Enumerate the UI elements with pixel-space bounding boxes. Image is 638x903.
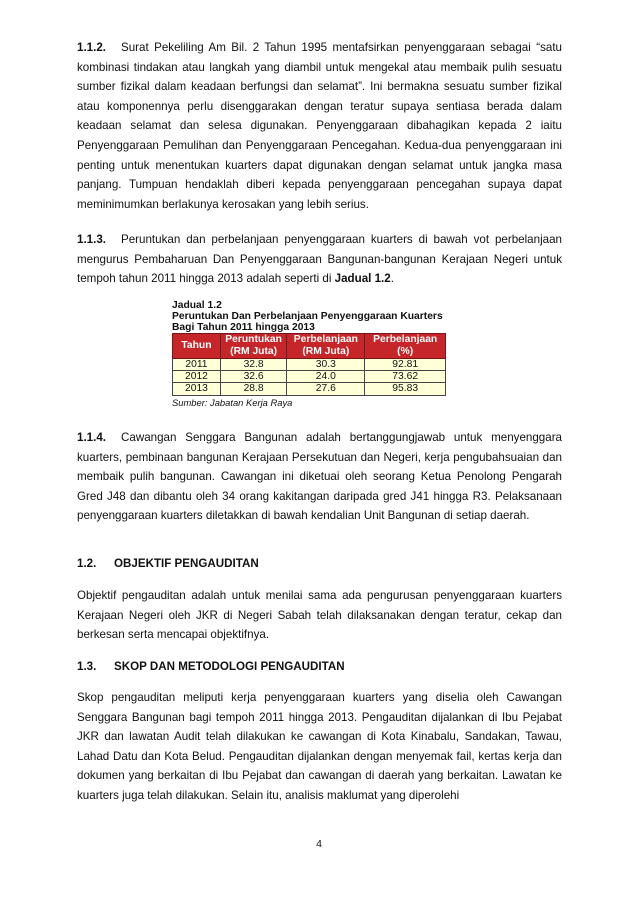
data-table xyxy=(172,333,446,396)
section-number: 1.3. xyxy=(77,660,97,673)
page-number: 4 xyxy=(316,838,322,850)
table-cell: 32.6 xyxy=(220,371,286,383)
section-title: SKOP DAN METODOLOGI PENGAUDITAN xyxy=(114,660,345,673)
header-cell: Peruntukan (RM Juta) xyxy=(220,334,286,359)
paragraph-1-1-3: 1.1.3. Peruntukan dan perbelanjaan penyenggaraan kuarters di bawah vot perbelanjaan mengurus Pembaharuan Dan Penyenggaraan Bangunan-bangunan Kerajaan Negeri untuk tempoh tahun 2011 hingga 2013 adalah seperti di Jadual 1.2. xyxy=(77,230,562,289)
section-heading-1-3 xyxy=(77,660,345,673)
table-cell: 2011 xyxy=(173,359,221,371)
table-cell: 92.81 xyxy=(365,359,446,371)
section-number: 1.2. xyxy=(77,557,97,570)
table-cell: 2012 xyxy=(173,371,221,383)
table-row xyxy=(173,371,446,383)
table-cell: 24.0 xyxy=(287,371,365,383)
table-cell: 95.83 xyxy=(365,383,446,395)
table-reference: Jadual 1.2 xyxy=(334,272,391,286)
header-cell: Perbelanjaan (%) xyxy=(365,334,446,359)
paragraph-objective xyxy=(77,586,562,645)
paragraph-1-1-4 xyxy=(77,428,562,526)
paragraph-text: Skop pengauditan meliputi kerja penyenggaraan kuarters yang diselia oleh Cawangan Senggara Bangunan bagi tempoh 2011 hingga 2013. Pengauditan dijalankan di Ibu Pejabat JKR dan lawatan Audit telah dilakukan ke cawangan di Kota Kinabalu, Sandakan, Tawau, Lahad Datu dan Kota Belud. Pengauditan dijalankan dengan menyemak fail, kertas kerja dan dokumen yang berkaitan di Ibu Pejabat dan cawangan di daerah yang berkaitan. Lawatan ke kuarters juga telah dilakukan. Selain itu, analisis maklumat yang diperolehi xyxy=(77,691,562,802)
table-caption-title: Peruntukan Dan Perbelanjaan Penyenggaraan Kuarters xyxy=(172,311,443,322)
table-block xyxy=(172,300,457,408)
header-cell: Perbelanjaan (RM Juta) xyxy=(287,334,365,359)
table-row xyxy=(173,359,446,371)
paragraph-text: Cawangan Senggara Bangunan adalah bertanggungjawab untuk menyenggara kuarters, pembinaan bangunan Kerajaan Persekutuan dan Negeri, kerja pengubahsuaian dan membaik pulih bangunan. Cawangan ini diketuai oleh seorang Ketua Penolong Pengarah Gred J48 dan dibantu oleh 34 orang kakitangan daripada gred J41 hingga R3. Pelaksanaan penyenggaraan kuarters diletakkan di bawah kendalian Unit Bangunan di setiap daerah. xyxy=(77,431,562,523)
table-cell: 28.8 xyxy=(220,383,286,395)
table-source: Sumber: Jabatan Kerja Raya xyxy=(172,396,293,408)
table-cell: 27.6 xyxy=(287,383,365,395)
paragraph-text: Peruntukan dan perbelanjaan penyenggaraan kuarters di bawah vot perbelanjaan mengurus Pembaharuan Dan Penyenggaraan Bangunan-bangunan Kerajaan Negeri untuk tempoh tahun 2011 hingga 2013 adalah seperti di xyxy=(77,233,562,286)
section-heading-1-2 xyxy=(77,557,259,570)
table-header-row xyxy=(173,334,446,359)
header-cell: Tahun xyxy=(173,334,221,359)
paragraph-number: 1.1.2. xyxy=(77,41,107,54)
table-caption-label: Jadual 1.2 xyxy=(172,300,222,311)
paragraph-number: 1.1.3. xyxy=(77,233,107,246)
table-cell: 32.8 xyxy=(220,359,286,371)
paragraph-text: Surat Pekeliling Am Bil. 2 Tahun 1995 mentafsirkan penyenggaraan sebagai “satu kombinasi tindakan atau langkah yang diambil untuk mengekal atau membaik pulih sesuatu sumber fizikal dalam keadaan berfungsi dan selamat”. Ini bermakna sesuatu sumber fizikal atau komponennya perlu disenggarakan dengan teratur supaya sentiasa berada dalam keadaan selamat dan selesa digunakan. Penyenggaraan dibahagikan kepada 2 iaitu Penyenggaraan Pemulihan dan Penyenggaraan Pencegahan. Kedua-dua penyenggaraan ini penting untuk menentukan kuarters dapat digunakan dengan selamat untuk jangka masa panjang. Tumpuan hendaklah diberi kepada penyenggaraan pencegahan supaya dapat meminimumkan berlakunya kerosakan yang lebih serius. xyxy=(77,41,562,211)
paragraph-number: 1.1.4. xyxy=(77,431,107,444)
table-row xyxy=(173,383,446,395)
paragraph-text: Objektif pengauditan adalah untuk menilai sama ada pengurusan penyenggaraan kuarters Kerajaan Negeri oleh JKR di Negeri Sabah telah dilaksanakan dengan teratur, cekap dan berkesan serta mencapai objektifnya. xyxy=(77,589,562,642)
table-cell: 30.3 xyxy=(287,359,365,371)
table-cell: 2013 xyxy=(173,383,221,395)
paragraph-1-1-2 xyxy=(77,38,562,214)
section-title: OBJEKTIF PENGAUDITAN xyxy=(114,557,259,570)
table-cell: 73.62 xyxy=(365,371,446,383)
table-caption-period: Bagi Tahun 2011 hingga 2013 xyxy=(172,322,315,333)
paragraph-scope xyxy=(77,688,562,806)
